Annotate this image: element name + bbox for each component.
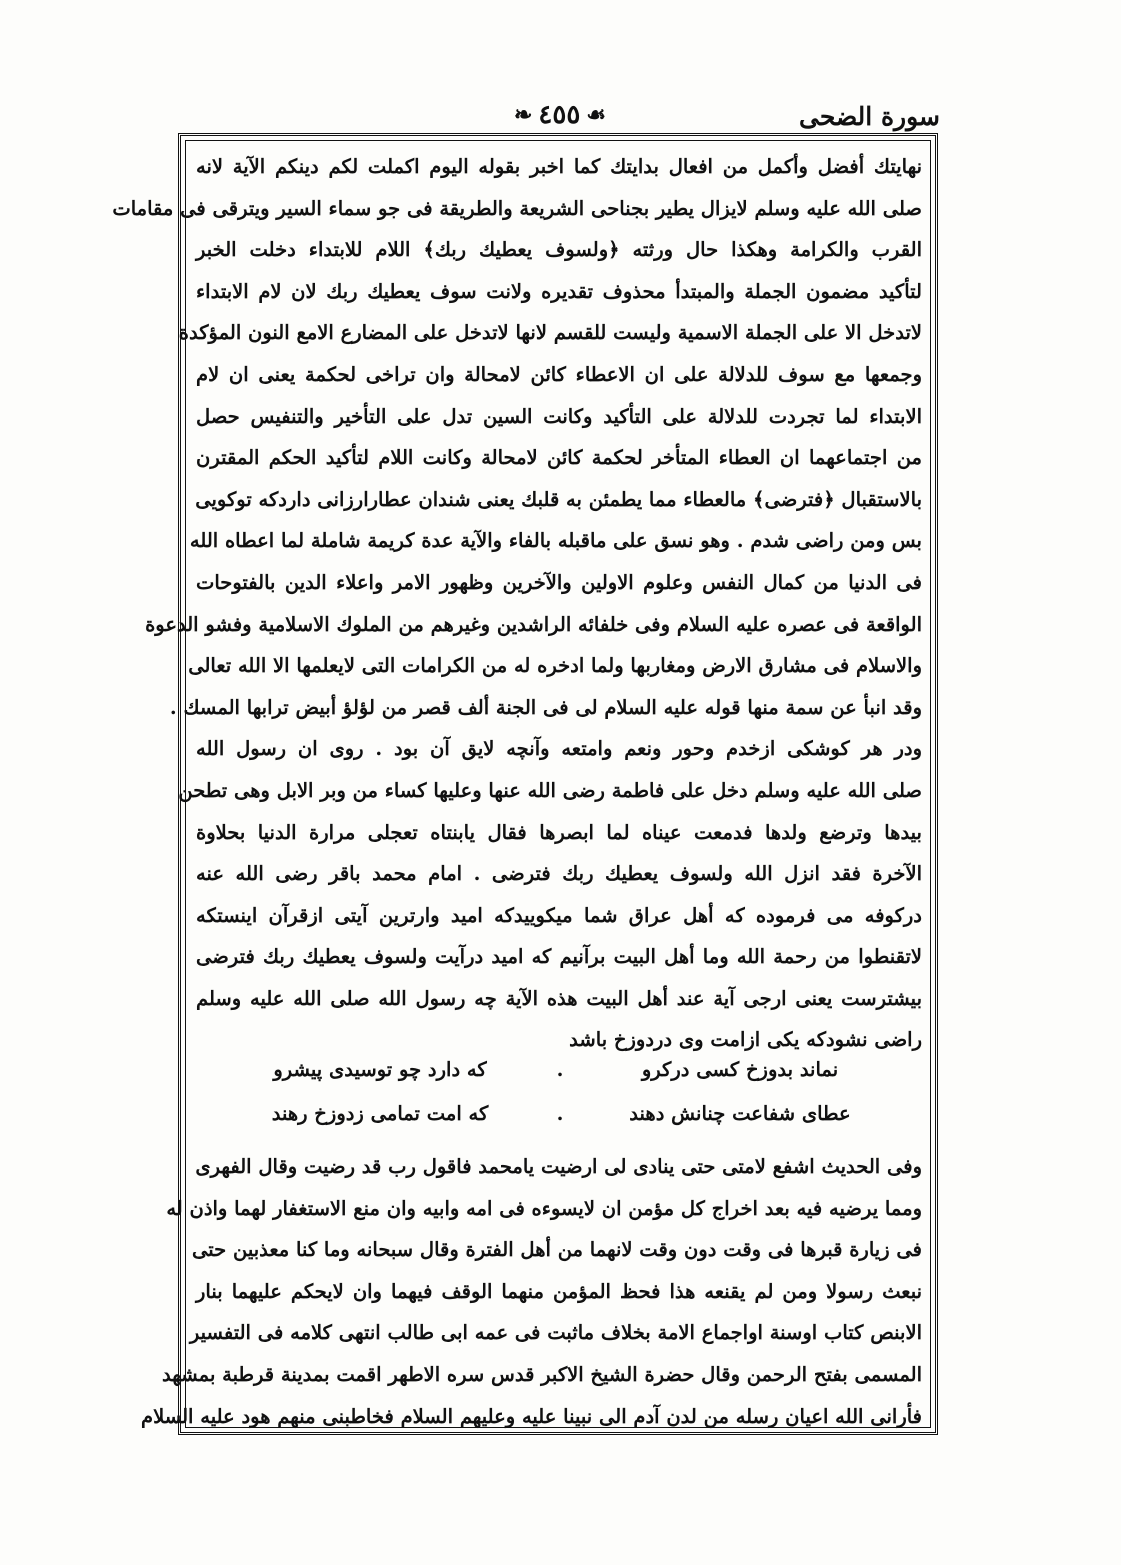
- text-line: لاتدخل الا على الجملة الاسمية وليست للقسم لانها لاتدخل على المضارع الامع النون المؤكدة: [178, 321, 922, 345]
- text-line: صلى الله عليه وسلم دخل على فاطمة رضى الله عنها وعليها كساء من وبر الابل وهى تطحن: [178, 778, 922, 802]
- text-line: صلى الله عليه وسلم لايزال يطير بجناحى الشريعة والطريقة فى جو سماء السير ويترقى فى مقامات: [112, 196, 922, 220]
- page-number: ٤٥٥: [538, 100, 581, 130]
- text-line: فأرانى الله اعيان رسله من لدن آدم الى نبينا عليه وعليهم السلام فخاطبنى منهم هود عليه السلام: [141, 1404, 922, 1428]
- poem-couplet: [230, 1048, 890, 1092]
- ornament-right-icon: ☙: [586, 102, 607, 128]
- text-line: لتأكيد مضمون الجملة والمبتدأ محذوف تقديره ولانت سوف يعطيك ربك لان لام الابتداء: [196, 279, 922, 303]
- text-line: ودر هر كوشكى ازخدم وحور ونعم وامتعه وآنچه لايق آن بود . روى ان رسول الله: [196, 737, 922, 761]
- poem-hemistich: عطاى شفاعت چنانش دهند: [629, 1102, 851, 1125]
- text-line: وفى الحديث اشفع لامتى حتى ينادى لى ارضيت يامحمد فاقول رب قد رضيت وقال الفهرى: [195, 1155, 922, 1178]
- text-line: لاتقنطوا من رحمة الله وما أهل البيت برآنيم كه اميد درآيت ولسوف يعطيك ربك فترضى: [196, 945, 922, 969]
- page-number-group: [514, 100, 606, 130]
- text-line: وقد انبأ عن سمة منها قوله عليه السلام لى فى الجنة ألف قصر من لؤلؤ أبيض ترابها المسك .: [169, 695, 922, 719]
- text-line: المسمى بفتح الرحمن وقال حضرة الشيخ الاكبر قدس سره الاطهر اقمت بمدينة قرطبة بمشهد: [162, 1362, 922, 1386]
- text-line: القرب والكرامة وهكذا حال ورثته ﴿ولسوف يعطيك ربك﴾ اللام للابتداء دخلت الخبر: [196, 238, 922, 262]
- text-line: من اجتماعهما ان العطاء المتأخر لحكمة كائن لامحالة وكانت اللام لتأكيد الحكم المقترن: [196, 446, 922, 470]
- text-line: بيشترست يعنى ارجى آية عند أهل البيت هذه الآية چه رسول الله صلى الله عليه وسلم: [196, 986, 922, 1010]
- poem-hemistich: كه امت تمامى زدوزخ رهند: [271, 1102, 489, 1125]
- text-line: فى زيارة قبرها فى وقت دون وقت لانهما من أهل الفترة وقال سبحانه وما كنا معذبين حتى: [192, 1238, 922, 1262]
- text-line: والاسلام فى مشارق الارض ومغاربها ولما ادخره له من الكرامات التى لايعلمها الا الله تعالى: [188, 654, 922, 678]
- surah-title: سورة الضحى: [799, 102, 940, 131]
- ornament-left-icon: ❧: [513, 102, 533, 128]
- poem-couplet: [230, 1092, 890, 1136]
- text-line: الابتداء لما تجردت للدلالة على التأكيد وكانت السين تدل على التأخير والتنفيس حصل: [196, 404, 922, 428]
- text-line: ومما يرضيه فيه بعد اخراج كل مؤمن ان لايسوءه فى امه وابيه وان منع الاستغفار لهما واذن له: [166, 1196, 922, 1220]
- couplet-separator: .: [556, 1058, 564, 1081]
- page-header: [180, 98, 940, 138]
- poem-hemistich: نماند بدوزخ كسى دركرو: [641, 1058, 839, 1081]
- text-line: الواقعة فى عصره عليه السلام وفى خلفائه الراشدين وغيرهم من الملوك الاسلامية وفشو الدعوة: [145, 612, 922, 636]
- text-line: وجمعها مع سوف للدلالة على ان الاعطاء كائن لامحالة وان تراخى لحكمة يعنى ان لام: [196, 362, 922, 386]
- text-line: بس ومن راضى شدم . وهو نسق على ماقبله بالفاء والآية عدة كريمة شاملة لما اعطاه الله: [189, 529, 922, 553]
- text-line: الابنص كتاب اوسنة اواجماع الامة بخلاف ماثبت فى عمه ابى طالب انتهى كلامه فى التفسير: [189, 1321, 922, 1345]
- couplet-separator: .: [556, 1102, 564, 1125]
- poem-block: [230, 1048, 890, 1136]
- text-line: نهايتك أفضل وأكمل من افعال بدايتك كما اخبر بقوله اليوم اكملت لكم دينكم الآية لانه: [196, 155, 922, 178]
- text-line: راضى نشودكه يكى ازامت وى دردوزخ باشد: [569, 1028, 922, 1052]
- text-line: الآخرة فقد انزل الله ولسوف يعطيك ربك فترضى . امام محمد باقر رضى الله عنه: [196, 862, 922, 886]
- main-text-block: [112, 146, 922, 1061]
- text-line: دركوفه مى فرموده كه أهل عراق شما ميكوييدكه اميد وارترين آيتى ازقرآن اينستكه: [196, 903, 922, 927]
- text-line: بالاستقبال ﴿فترضى﴾ مالعطاء مما يطمئن به قلبك يعنى شندان عطارارزانى داردكه توكويى: [195, 487, 922, 511]
- text-line: نبعث رسولا ومن لم يقنعه هذا فحظ المؤمن منهما الوقف فيهما وان لايحكم عليهما بنار: [196, 1279, 922, 1303]
- poem-hemistich: كه دارد چو توسيدى پيشرو: [273, 1058, 487, 1081]
- second-text-block: [141, 1146, 922, 1437]
- text-line: بيدها وترضع ولدها فدمعت عيناه لما ابصرها فقال يابنتاه تعجلى مرارة الدنيا بحلاوة: [196, 820, 922, 844]
- text-line: فى الدنيا من كمال النفس وعلوم الاولين والآخرين وظهور الامر واعلاء الدين بالفتوحات: [196, 570, 922, 594]
